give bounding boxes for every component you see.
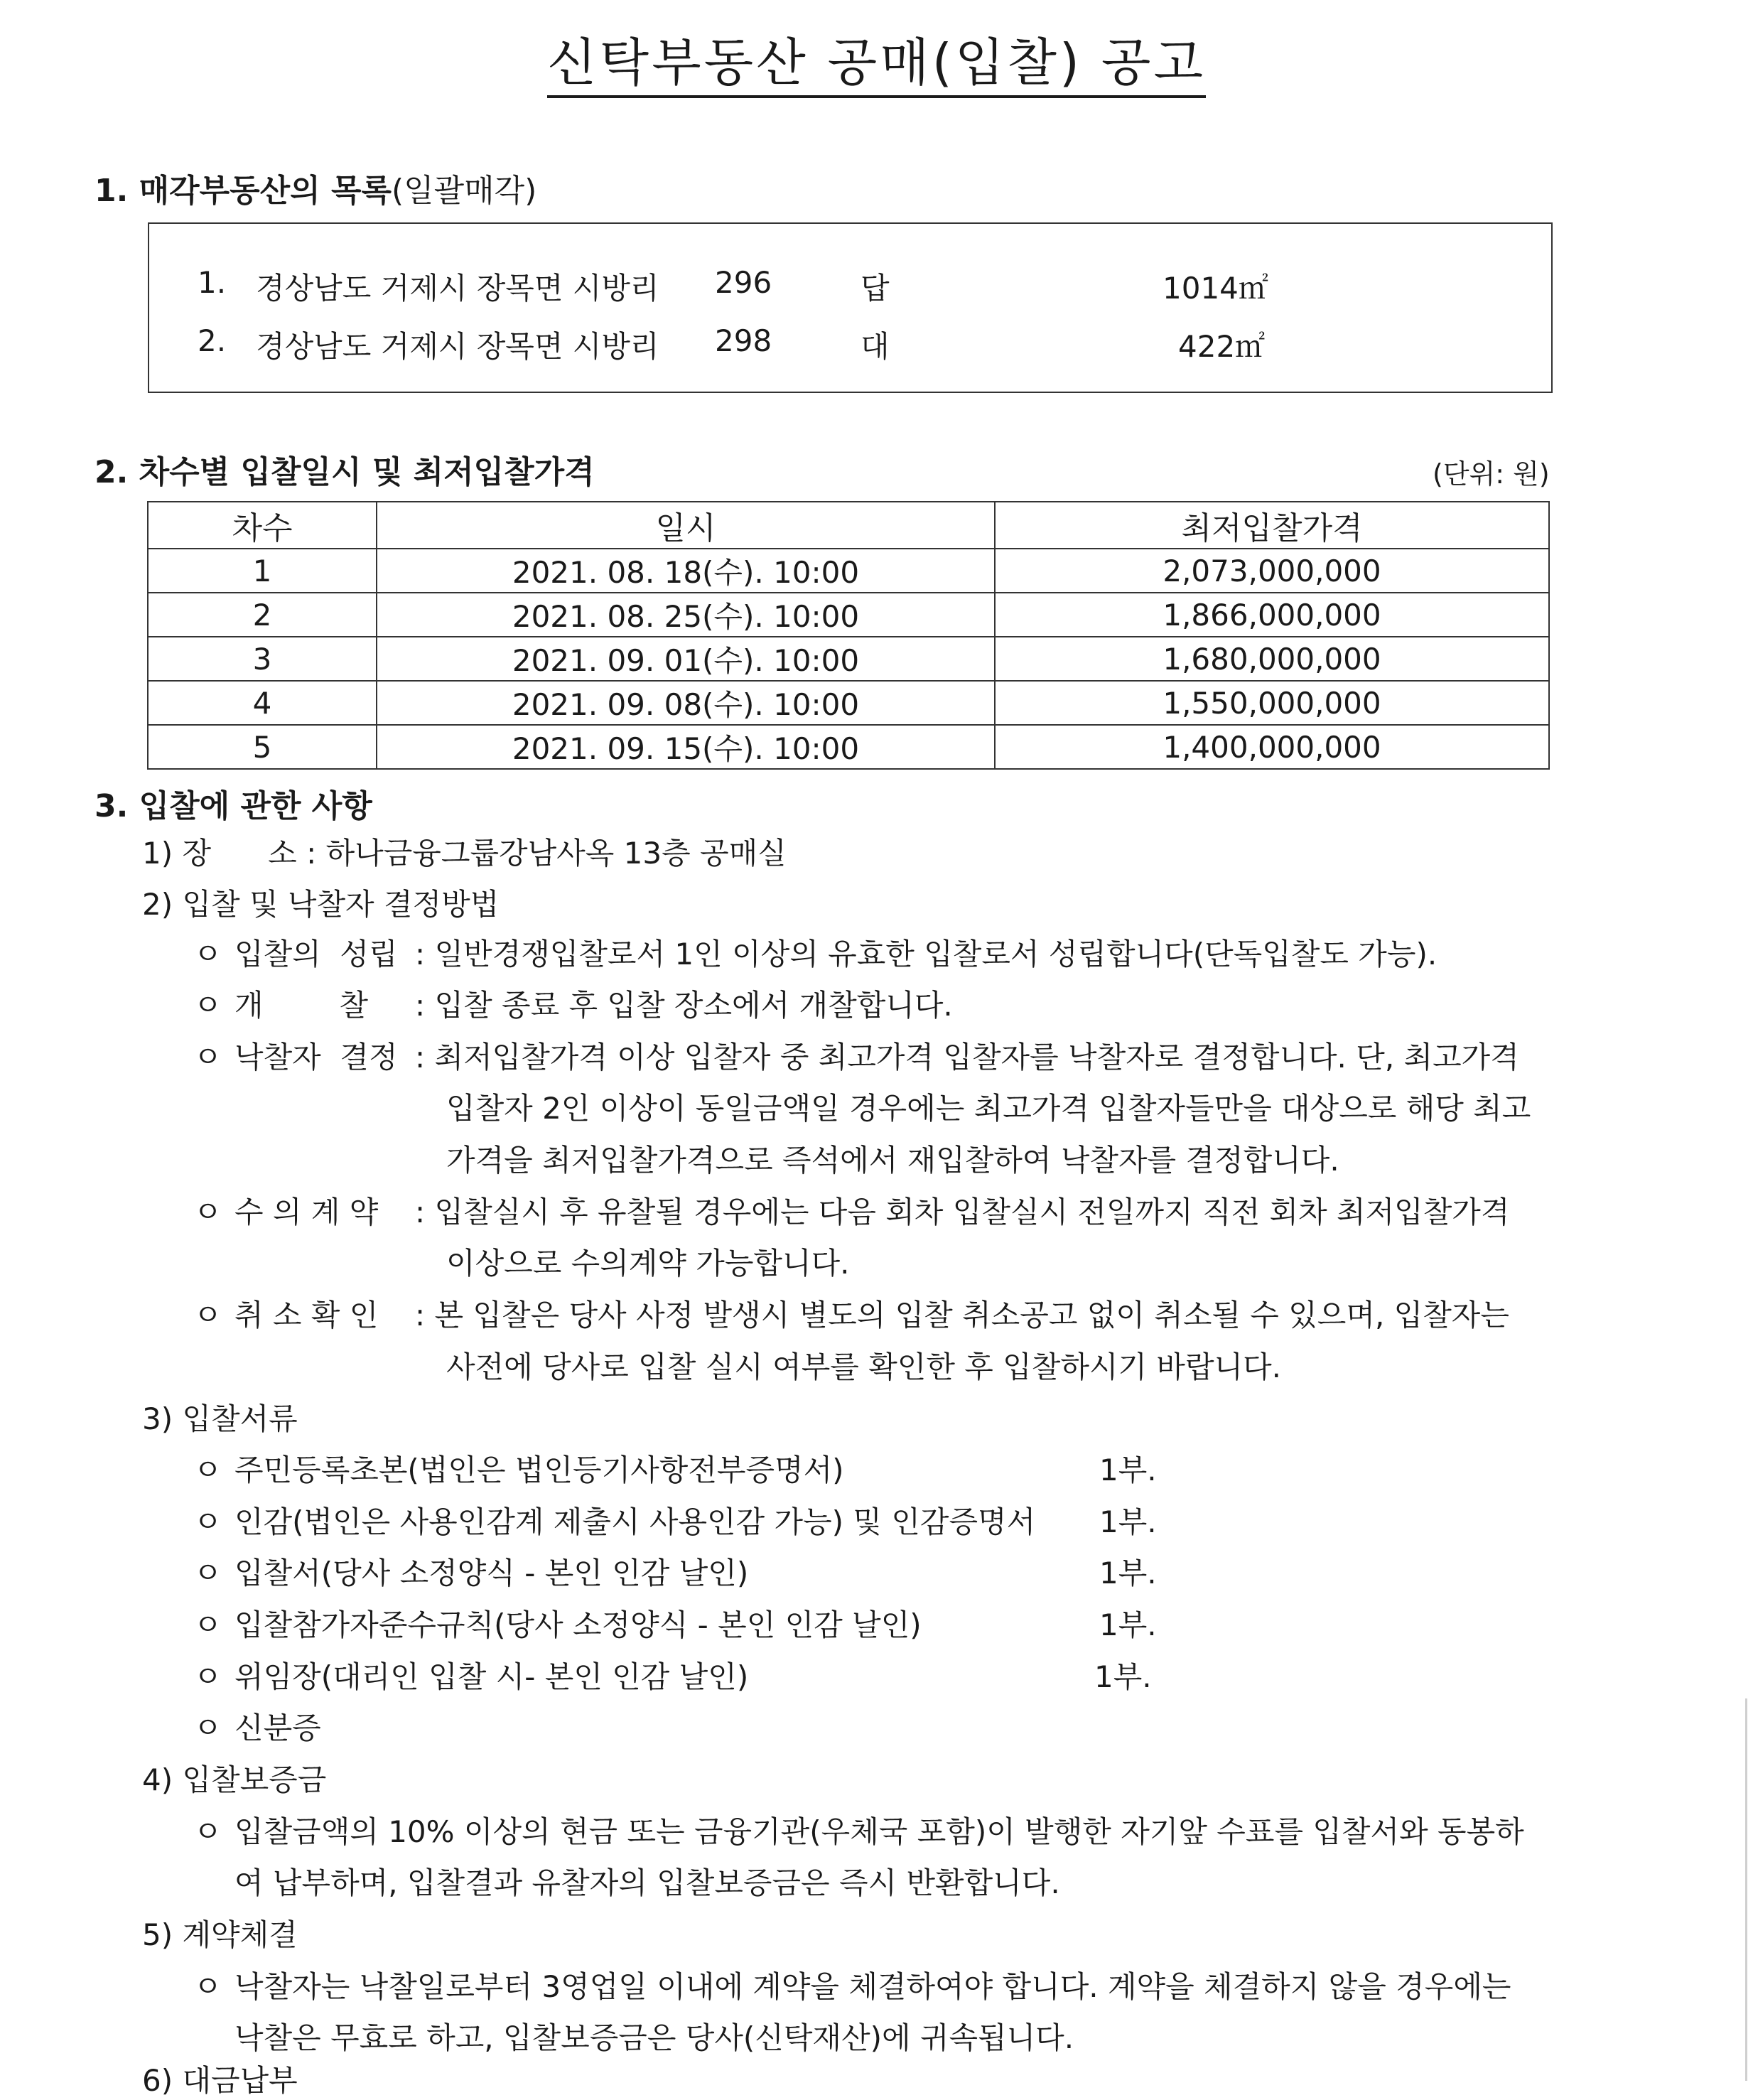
doc-item <box>193 1550 1157 1593</box>
method-label: 수 의 계 약 <box>234 1195 379 1229</box>
method-item <box>193 1189 1510 1232</box>
section1-heading <box>95 165 536 210</box>
method-item <box>193 1034 1519 1077</box>
doc-item <box>193 1654 1152 1696</box>
contract-line-continuation: 낙찰은 무효로 하고, 입찰보증금은 당사(신탁재산)에 귀속됩니다. <box>234 2020 1074 2055</box>
bullet-icon: ㅇ <box>193 988 222 1023</box>
datetime-cell: 2021. 09. 08(수). 10:00 <box>377 681 995 725</box>
doc-qty: 1부. <box>1094 1659 1152 1694</box>
property-lot: 296 <box>715 265 772 300</box>
property-area: 422㎡ <box>1178 329 1266 364</box>
doc-item <box>193 1705 321 1748</box>
table-row <box>148 681 1549 725</box>
method-text: : 입찰실시 후 유찰될 경우에는 다음 회차 입찰실시 전일까지 직전 회차 최저입찰가격 <box>415 1195 1510 1229</box>
method-item <box>193 982 953 1025</box>
doc-item <box>193 1447 1157 1490</box>
property-no: 1. <box>198 265 227 300</box>
price-cell: 1,550,000,000 <box>995 681 1549 725</box>
doc-qty: 1부. <box>1099 1504 1157 1539</box>
place-row <box>142 830 787 873</box>
bullet-icon: ㅇ <box>193 1453 222 1487</box>
doc-name: 인감(법인은 사용인감계 제출시 사용인감 가능) 및 인감증명서 <box>234 1504 1036 1539</box>
deposit-item <box>193 1809 1524 1851</box>
column-header: 차수 <box>148 502 377 549</box>
place-label: 1) 장 소 <box>142 836 297 871</box>
property-list-box <box>148 222 1553 393</box>
round-cell: 1 <box>148 549 377 593</box>
method-item <box>193 1292 1509 1335</box>
doc-name: 입찰참가자준수규칙(당사 소정양식 - 본인 인감 날인) <box>234 1608 922 1642</box>
doc-item <box>193 1602 1157 1644</box>
bullet-icon: ㅇ <box>193 1556 222 1590</box>
datetime-cell: 2021. 09. 15(수). 10:00 <box>377 725 995 769</box>
section2-heading: 2. 차수별 입찰일시 및 최저입찰가격 <box>95 454 595 490</box>
section1-heading-suffix: (일괄매각) <box>392 173 537 209</box>
place-value: : 하나금융그룹강남사옥 13층 공매실 <box>306 836 787 871</box>
method-continuation: 사전에 당사로 입찰 실시 여부를 확인한 후 입찰하시기 바랍니다. <box>446 1350 1282 1384</box>
deposit-line: 입찰금액의 10% 이상의 현금 또는 금융기관(우체국 포함)이 발행한 자기앞 수표를 입찰서와 동봉하 <box>234 1814 1524 1849</box>
property-address: 경상남도 거제시 장목면 시방리 <box>256 329 659 364</box>
doc-name: 위임장(대리인 입찰 시- 본인 인감 날인) <box>234 1659 749 1694</box>
doc-qty: 1부. <box>1099 1556 1157 1590</box>
datetime-cell: 2021. 08. 25(수). 10:00 <box>377 593 995 637</box>
table-row <box>148 637 1549 681</box>
bullet-icon: ㅇ <box>193 1504 222 1539</box>
section3-heading: 3. 입찰에 관한 사항 <box>95 788 372 824</box>
method-label: 낙찰자 결정 <box>234 1040 398 1075</box>
deposit-heading: 4) 입찰보증금 <box>142 1762 327 1797</box>
method-label: 개 찰 <box>234 988 368 1023</box>
method-text: : 일반경쟁입찰로서 1인 이상의 유효한 입찰로서 성립합니다(단독입찰도 가능). <box>415 937 1438 971</box>
property-type: 답 <box>861 271 890 306</box>
bullet-icon: ㅇ <box>193 1298 222 1332</box>
schedule-table <box>147 501 1550 770</box>
docs-heading: 3) 입찰서류 <box>142 1401 298 1436</box>
table-row <box>148 549 1549 593</box>
deposit-line-continuation: 여 납부하며, 입찰결과 유찰자의 입찰보증금은 즉시 반환합니다. <box>234 1865 1060 1900</box>
round-cell: 2 <box>148 593 377 637</box>
method-label: 입찰의 성립 <box>234 937 398 971</box>
section1-heading-text: 1. 매각부동산의 목록 <box>95 173 392 209</box>
doc-item <box>193 1499 1157 1541</box>
table-row <box>148 725 1549 769</box>
property-no: 2. <box>198 323 227 358</box>
method-continuation: 입찰자 2인 이상이 동일금액일 경우에는 최고가격 입찰자들만을 대상으로 해당 최고 <box>446 1091 1531 1126</box>
property-address: 경상남도 거제시 장목면 시방리 <box>256 271 659 306</box>
price-cell: 1,866,000,000 <box>995 593 1549 637</box>
bullet-icon: ㅇ <box>193 1040 222 1075</box>
method-continuation: 가격을 최저입찰가격으로 즉석에서 재입찰하여 낙찰자를 결정합니다. <box>446 1143 1339 1178</box>
datetime-cell: 2021. 08. 18(수). 10:00 <box>377 549 995 593</box>
bullet-icon: ㅇ <box>193 1195 222 1229</box>
contract-line: 낙찰자는 낙찰일로부터 3영업일 이내에 계약을 체결하여야 합니다. 계약을 체결하지 않을 경우에는 <box>234 1969 1511 2004</box>
price-cell: 1,680,000,000 <box>995 637 1549 681</box>
page-title: 신탁부동산 공매(입찰) 공고 <box>547 33 1206 98</box>
bullet-icon: ㅇ <box>193 1711 222 1745</box>
price-cell: 2,073,000,000 <box>995 549 1549 593</box>
round-cell: 4 <box>148 681 377 725</box>
table-header-row <box>148 502 1549 549</box>
bullet-icon: ㅇ <box>193 937 222 971</box>
doc-name: 주민등록초본(법인은 법인등기사항전부증명서) <box>234 1453 844 1487</box>
table-row <box>148 593 1549 637</box>
bullet-icon: ㅇ <box>193 1659 222 1694</box>
property-lot: 298 <box>715 323 772 358</box>
payment-heading: 6) 대금납부 <box>142 2063 298 2098</box>
bullet-icon: ㅇ <box>193 1969 222 2004</box>
method-text: : 입찰 종료 후 입찰 장소에서 개찰합니다. <box>415 988 953 1023</box>
method-label: 취 소 확 인 <box>234 1298 379 1332</box>
column-header: 일시 <box>377 502 995 549</box>
contract-item <box>193 1964 1511 2006</box>
page-title-wrap <box>0 21 1753 95</box>
method-continuation: 이상으로 수의계약 가능합니다. <box>446 1246 850 1281</box>
method-heading: 2) 입찰 및 낙찰자 결정방법 <box>142 887 500 922</box>
method-item <box>193 931 1438 974</box>
bullet-icon: ㅇ <box>193 1608 222 1642</box>
price-cell: 1,400,000,000 <box>995 725 1549 769</box>
bullet-icon: ㅇ <box>193 1814 222 1849</box>
doc-qty: 1부. <box>1099 1608 1157 1642</box>
property-row <box>198 323 1548 364</box>
unit-label: (단위: 원) <box>1433 458 1550 490</box>
doc-qty: 1부. <box>1099 1453 1157 1487</box>
method-text: : 최저입찰가격 이상 입찰자 중 최고가격 입찰자를 낙찰자로 결정합니다. 단, 최고가격 <box>415 1040 1519 1075</box>
datetime-cell: 2021. 09. 01(수). 10:00 <box>377 637 995 681</box>
round-cell: 3 <box>148 637 377 681</box>
property-type: 대 <box>861 329 890 364</box>
column-header: 최저입찰가격 <box>995 502 1549 549</box>
property-row <box>198 265 1548 306</box>
scan-edge <box>1745 1698 1747 2081</box>
round-cell: 5 <box>148 725 377 769</box>
method-text: : 본 입찰은 당사 사정 발생시 별도의 입찰 취소공고 없이 취소될 수 있으며, 입찰자는 <box>415 1298 1509 1332</box>
doc-name: 신분증 <box>234 1711 321 1745</box>
contract-heading: 5) 계약체결 <box>142 1917 298 1952</box>
doc-name: 입찰서(당사 소정양식 - 본인 인감 날인) <box>234 1556 749 1590</box>
property-area: 1014㎡ <box>1163 271 1268 306</box>
